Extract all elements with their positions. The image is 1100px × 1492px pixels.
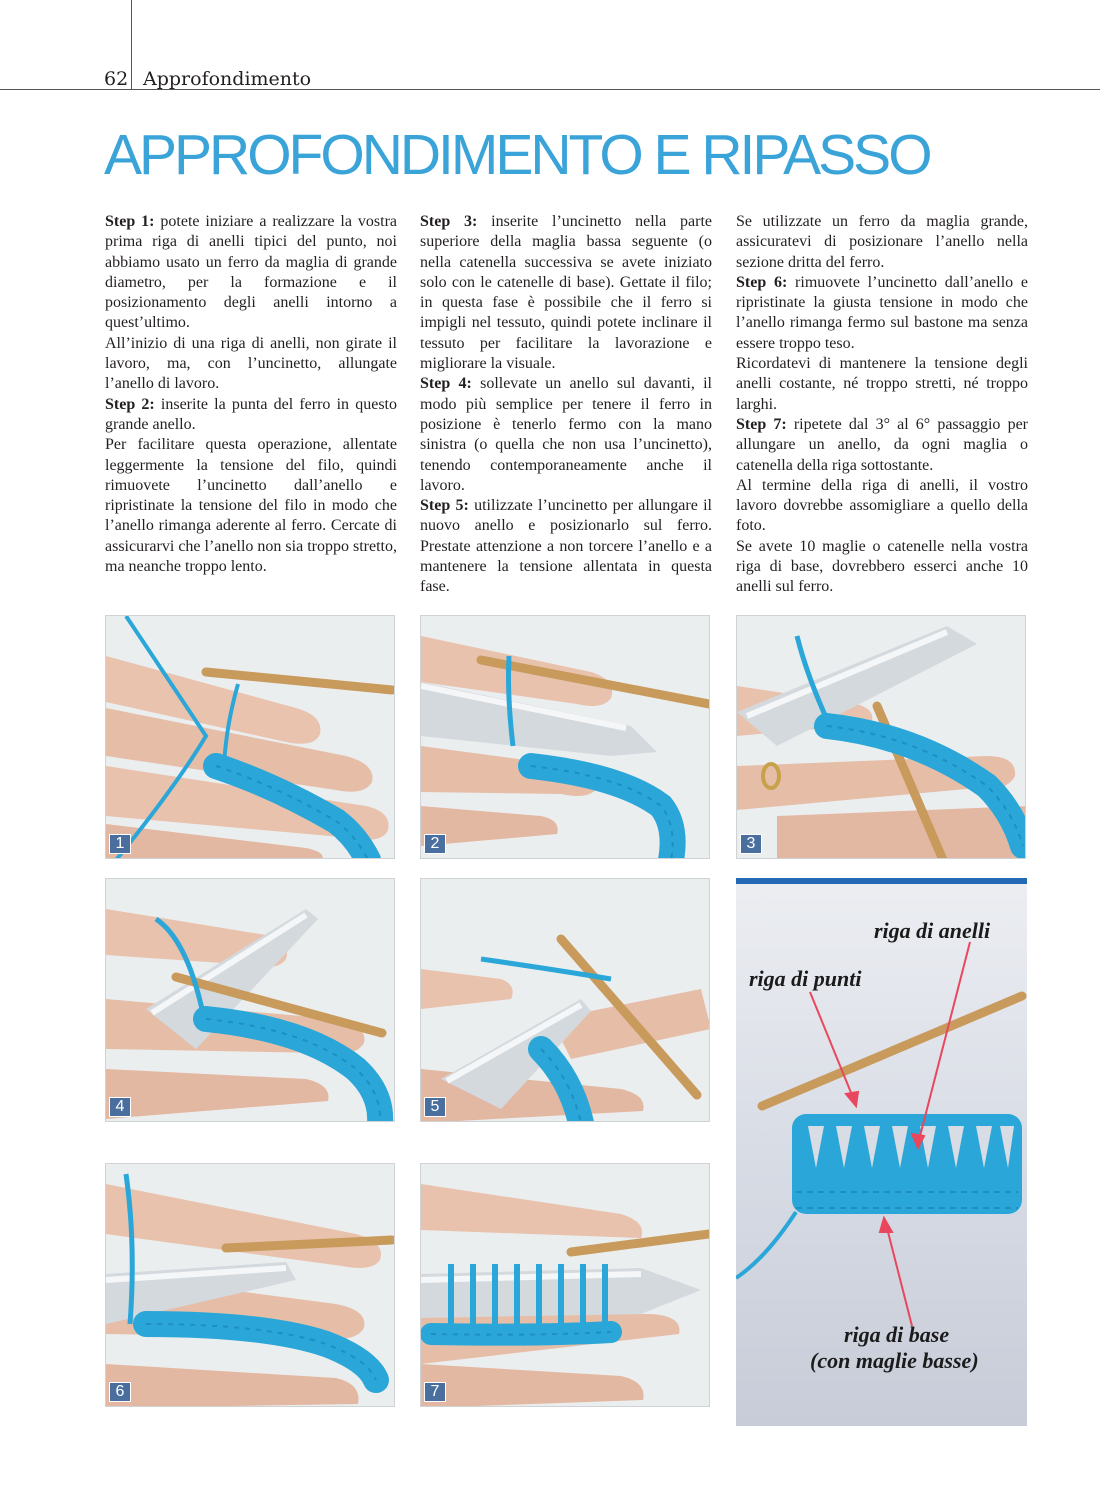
step-3-text: inserite l’uncinetto nella parte superiore della maglia bassa seguente (o nella catenella successiva se avete iniziato solo con le catenelle di base). Gettate il filo; in questa fase è possibile che il ferro si impigli nel tessuto, quindi potete inclinare il tessuto per facilitare la lavorazione e migliorare la visuale.: [420, 213, 712, 373]
step-5-text: utilizzate l’uncinetto per allungare il nuovo anello e posizionarlo sul ferro. Prestate attenzione a non torcere l’anello e a mantenere la tensione allentata in questa fase.: [420, 497, 712, 596]
step-photo-1: [105, 615, 395, 859]
step-2-label: Step 2:: [105, 395, 155, 413]
text-column-1: [105, 212, 397, 577]
hand-needle-illustration: [421, 616, 710, 859]
step-3-label: Step 3:: [420, 213, 478, 230]
step-number-badge: 7: [424, 1382, 446, 1402]
step-4-label: Step 4:: [420, 375, 472, 393]
step-photo-2: [420, 615, 710, 859]
label-riga-di-punti: riga di punti: [749, 966, 862, 991]
step-5-label: Step 5:: [420, 497, 469, 515]
final-result-photo: [736, 878, 1027, 1426]
running-head: Approfondimento: [143, 68, 312, 90]
paragraph: Ricordatevi di mantenere la tensione degli anelli costante, né troppo stretti, né troppo larghi.: [736, 355, 1028, 413]
paragraph: Se utilizzate un ferro da maglia grande, assicuratevi di posizionare l’anello nella sezione dritta del ferro.: [736, 213, 1028, 271]
hand-needle-illustration: [737, 616, 1026, 859]
page-title: APPROFONDIMENTO E RIPASSO: [104, 123, 930, 187]
label-con-maglie-basse: (con maglie basse): [810, 1348, 979, 1373]
step-number-badge: 4: [109, 1097, 131, 1117]
label-riga-di-anelli: riga di anelli: [874, 918, 991, 943]
step-7-paragraph: [736, 415, 1028, 476]
hand-crochet-illustration: [106, 616, 395, 859]
hand-needle-illustration: [421, 1164, 710, 1407]
text-column-2: [420, 212, 712, 598]
paragraph: Per facilitare questa operazione, allentate leggermente la tensione del filo, quindi rimuovete l’uncinetto dall’anello e ripristinate la tensione del filo in modo che l’anello rimanga aderente al ferro. Cercate di assicurarvi che l’anello non sia troppo stretto, ma neanche troppo lento.: [105, 436, 397, 576]
text-column-3: [736, 212, 1028, 598]
step-7-text: ripetete dal 3° al 6° passaggio per allungare un anello, da ogni maglia o catenella della riga sottostante.: [736, 415, 1028, 474]
step-photo-4: [105, 878, 395, 1122]
step-6-text: rimuovete l’uncinetto dall’anello e ripristinate la giusta tensione in modo che l’anello rimanga fermo sul bastone ma senza essere troppo teso.: [736, 273, 1028, 352]
step-4-paragraph: [420, 374, 712, 496]
step-number-badge: 3: [740, 834, 762, 854]
step-number-badge: 1: [109, 834, 131, 854]
hand-needle-illustration: [421, 879, 710, 1122]
step-6-paragraph: [736, 273, 1028, 354]
label-riga-di-base: riga di base: [844, 1322, 950, 1347]
header-vertical-rule: [131, 0, 132, 90]
step-photo-5: [420, 878, 710, 1122]
paragraph: Se avete 10 maglie o catenelle nella vostra riga di base, dovrebbero esserci anche 10 anelli sul ferro.: [736, 537, 1028, 596]
paragraph: Al termine della riga di anelli, il vostro lavoro dovrebbe assomigliare a quello della foto.: [736, 476, 1028, 535]
step-5-paragraph: [420, 496, 712, 597]
step-4-text: sollevate un anello sul davanti, il modo più semplice per tenere il ferro in posizione è tenerlo fermo con la mano sinistra (o quella che non usa l’uncinetto), tenendo contemporaneamente anche il lavoro.: [420, 375, 712, 494]
step-7-label: Step 7:: [736, 415, 787, 433]
page-number: 62: [104, 68, 129, 90]
step-photo-7: [420, 1163, 710, 1407]
step-photo-6: [105, 1163, 395, 1407]
blue-top-bar: [736, 878, 1027, 884]
step-number-badge: 2: [424, 834, 446, 854]
step-1-label: Step 1:: [105, 213, 155, 230]
step-1-text: potete iniziare a realizzare la vostra prima riga di anelli tipici del punto, noi abbiamo usato un ferro da maglia di grande diametro, per la formazione e il posizionamento degli anelli intorno a quest’ultimo.: [105, 213, 397, 332]
step-3-paragraph: [420, 212, 712, 374]
step-2-text: inserite la punta del ferro in questo grande anello.: [105, 395, 397, 433]
paragraph: All’inizio di una riga di anelli, non girate il lavoro, ma, con l’uncinetto, allungate l’anello di lavoro.: [105, 334, 397, 393]
step-number-badge: 5: [424, 1097, 446, 1117]
step-number-badge: 6: [109, 1382, 131, 1402]
hand-needle-illustration: [106, 879, 395, 1122]
step-photo-3: [736, 615, 1026, 859]
step-2-paragraph: [105, 395, 397, 436]
hand-needle-illustration: [106, 1164, 395, 1407]
step-6-label: Step 6:: [736, 273, 788, 291]
step-1-paragraph: [105, 212, 397, 334]
